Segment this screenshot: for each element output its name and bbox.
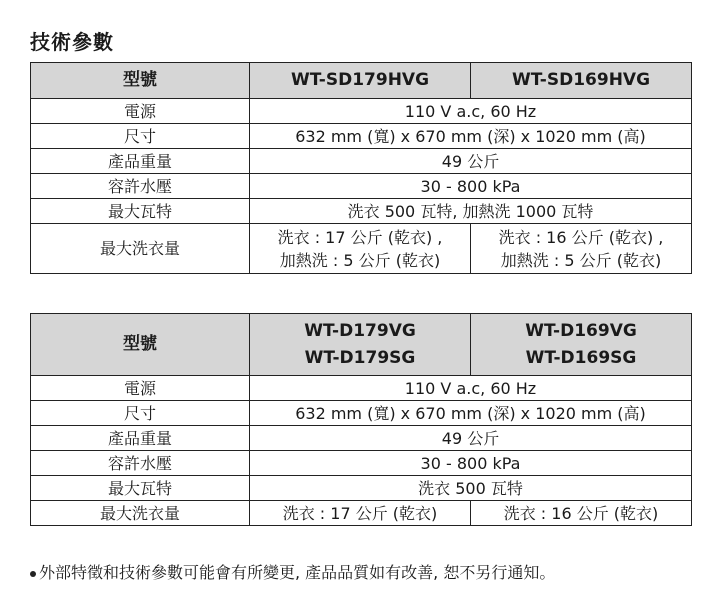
power-value: 110 V a.c, 60 Hz — [250, 376, 692, 401]
watt-value: 洗衣 500 瓦特 — [250, 476, 692, 501]
power-label: 電源 — [31, 376, 250, 401]
model-name: WT-SD179HVG — [250, 63, 471, 99]
model-line: WT-D169VG — [525, 320, 637, 341]
capacity-value: 洗衣 : 16 公斤 (乾衣) — [471, 501, 692, 526]
watt-value: 洗衣 500 瓦特, 加熱洗 1000 瓦特 — [250, 199, 692, 224]
footnote — [30, 560, 555, 583]
model-label: 型號 — [31, 314, 250, 376]
weight-value: 49 公斤 — [250, 426, 692, 451]
size-label: 尺寸 — [31, 401, 250, 426]
model-line: WT-D179SG — [304, 347, 416, 368]
footnote-text: 外部特徵和技術參數可能會有所變更, 產品品質如有改善, 恕不另行通知。 — [39, 563, 556, 582]
capacity-line: 洗衣 : 17 公斤 (乾衣) , — [277, 227, 443, 247]
watt-label: 最大瓦特 — [31, 199, 250, 224]
size-label: 尺寸 — [31, 124, 250, 149]
capacity-label: 最大洗衣量 — [31, 501, 250, 526]
size-value: 632 mm (寬) x 670 mm (深) x 1020 mm (高) — [250, 124, 692, 149]
pressure-label: 容許水壓 — [31, 451, 250, 476]
weight-value: 49 公斤 — [250, 149, 692, 174]
model-label: 型號 — [31, 63, 250, 99]
page-title: 技術參數 — [30, 30, 114, 54]
model-line: WT-D179VG — [304, 320, 416, 341]
bullet-icon — [30, 571, 36, 577]
model-line: WT-D169SG — [525, 347, 637, 368]
pressure-value: 30 - 800 kPa — [250, 451, 692, 476]
weight-label: 產品重量 — [31, 426, 250, 451]
pressure-label: 容許水壓 — [31, 174, 250, 199]
capacity-line: 加熱洗 : 5 公斤 (乾衣) — [279, 250, 441, 270]
capacity-value: 洗衣 : 17 公斤 (乾衣) — [250, 501, 471, 526]
power-label: 電源 — [31, 99, 250, 124]
size-value: 632 mm (寬) x 670 mm (深) x 1020 mm (高) — [250, 401, 692, 426]
capacity-value — [471, 224, 692, 274]
watt-label: 最大瓦特 — [31, 476, 250, 501]
spec-table-2 — [30, 313, 692, 526]
model-name: WT-SD169HVG — [471, 63, 692, 99]
power-value: 110 V a.c, 60 Hz — [250, 99, 692, 124]
spec-table-1 — [30, 62, 692, 274]
capacity-line: 洗衣 : 16 公斤 (乾衣) , — [498, 227, 664, 247]
capacity-value — [250, 224, 471, 274]
pressure-value: 30 - 800 kPa — [250, 174, 692, 199]
weight-label: 產品重量 — [31, 149, 250, 174]
model-name — [471, 314, 692, 376]
model-name — [250, 314, 471, 376]
capacity-label: 最大洗衣量 — [31, 224, 250, 274]
capacity-line: 加熱洗 : 5 公斤 (乾衣) — [500, 250, 662, 270]
